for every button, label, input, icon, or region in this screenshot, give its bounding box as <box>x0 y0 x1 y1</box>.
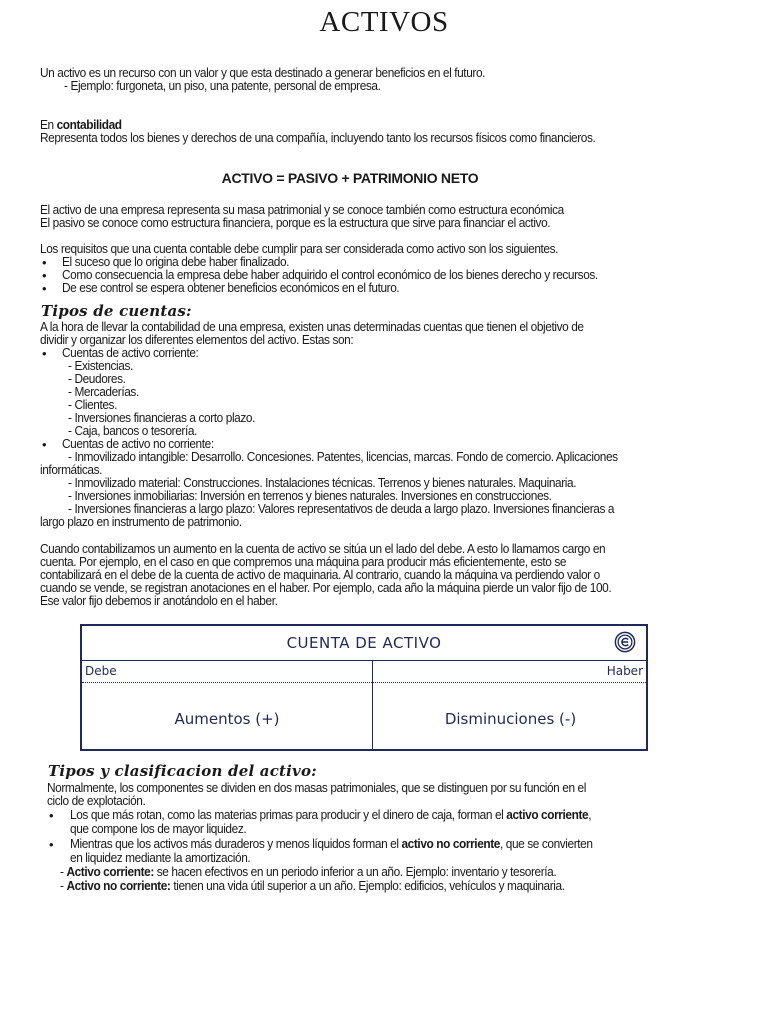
corriente-label: Cuentas de activo corriente: <box>62 345 199 360</box>
clasificacion-intro-2: ciclo de explotación. <box>47 793 146 808</box>
d1-rest: se hacen efectivos en un periodo inferior a un año. Ejemplo: inventario y tesorería. <box>153 864 557 879</box>
corriente-item: - Caja, bancos o tesorería. <box>68 423 197 438</box>
no-corriente-item: - Inversiones inmobiliarias: Inversión en terrenos y bienes naturales. Inversiones en construcciones. <box>68 488 552 503</box>
disminuciones-label: Disminuciones (-) <box>444 710 577 728</box>
b2-bold: activo no corriente <box>401 836 500 851</box>
activo-no-corriente-def <box>60 879 565 892</box>
section-heading-clasificacion: Tipos y clasificacion del activo: <box>48 762 317 780</box>
bullet-icon: • <box>42 281 47 296</box>
clasificacion-bullet-1-cont: que compone los de mayor liquidez. <box>70 821 247 836</box>
clasificacion-bullet-2 <box>70 837 593 850</box>
b2-text: Mientras que los activos más duraderos y menos líquidos forman el <box>70 836 402 851</box>
t-account-diagram <box>80 624 648 751</box>
debe-label: Debe <box>85 664 117 678</box>
clasificacion-bullet-2-cont: en liquidez mediante la amortización. <box>70 850 251 865</box>
b1-post: , <box>588 807 592 822</box>
account-labels-row <box>82 660 646 683</box>
bullet-icon: • <box>49 808 54 823</box>
contabilizar-line: Ese valor fijo debemos ir anotándolo en el haber. <box>40 593 278 608</box>
corriente-item: - Existencias. <box>68 358 133 373</box>
d2-bold: Activo no corriente: <box>66 878 171 893</box>
page-title: ACTIVOS <box>319 6 449 38</box>
intro-line: Un activo es un recurso con un valor y que esta destinado a generar beneficios en el futuro. <box>40 65 486 80</box>
clasificacion-bullet-1 <box>70 808 591 821</box>
accounting-equation: ACTIVO = PASIVO + PATRIMONIO NETO <box>221 170 479 186</box>
contabilizar-line: cuenta. Por ejemplo, en el caso en que compremos una máquina para producir más eficientemente, esto se <box>40 554 567 569</box>
corriente-item: - Clientes. <box>68 397 117 412</box>
structure-line-2: El pasivo se conoce como estructura financiera, porque es la estructura que sirve para financiar el activo. <box>40 215 551 230</box>
requisitos-intro: Los requisitos que una cuenta contable debe cumplir para ser considerada como activo son los siguientes. <box>40 241 559 256</box>
d1-bold: Activo corriente: <box>66 864 154 879</box>
corriente-item: - Inversiones financieras a corto plazo. <box>68 410 255 425</box>
contabilidad-bold: contabilidad <box>56 117 122 132</box>
activo-corriente-def <box>60 865 556 878</box>
requisito-item: El suceso que lo origina debe haber finalizado. <box>62 254 290 269</box>
bullet-icon: • <box>49 837 54 852</box>
structure-line-1: El activo de una empresa representa su masa patrimonial y se conoce también como estructura económica <box>40 202 564 217</box>
b1-bold: activo corriente <box>506 807 589 822</box>
no-corriente-item: - Inmovilizado intangible: Desarrollo. Concesiones. Patentes, licencias, marcas. Fondo de comercio. Aplicaciones <box>68 449 618 464</box>
bullet-icon: • <box>42 346 47 361</box>
clasificacion-intro-1: Normalmente, los componentes se dividen en dos masas patrimoniales, que se distinguen por su función en el <box>47 780 586 795</box>
no-corriente-label: Cuentas de activo no corriente: <box>62 436 214 451</box>
contabilidad-prefix: En <box>40 117 57 132</box>
haber-label: Haber <box>606 664 643 678</box>
b2-post: , que se convierten <box>499 836 593 851</box>
intro-example: - Ejemplo: furgoneta, un piso, una patente, personal de empresa. <box>64 78 381 93</box>
b1-text: Los que más rotan, como las materias primas para producir y el dinero de caja, forman el <box>70 807 507 822</box>
bullet-icon: • <box>42 268 47 283</box>
aumentos-label: Aumentos (+) <box>174 710 280 728</box>
tipos-intro-1: A la hora de llevar la contabilidad de una empresa, existen unas determinadas cuentas que tienen el objetivo de <box>40 319 584 334</box>
requisito-item: Como consecuencia la empresa debe haber adquirido el control económico de los bienes derecho y recursos. <box>62 267 598 282</box>
requisito-item: De ese control se espera obtener beneficios económicos en el futuro. <box>62 280 400 295</box>
corriente-item: - Deudores. <box>68 371 126 386</box>
d2-dash: - <box>60 878 67 893</box>
contabilizar-line: cuando se vende, se registran anotaciones en el haber. Por ejemplo, cada año la máquina pierde un valor fijo de 100. <box>40 580 612 595</box>
contabilidad-line: Representa todos los bienes y derechos de una compañía, incluyendo tanto los recursos físicos como financieros. <box>40 130 596 145</box>
no-corriente-item: - Inversiones financieras a largo plazo: Valores representativos de deuda a largo plazo. Inversiones financieras a <box>68 501 615 516</box>
circle-e-logo-icon <box>614 631 636 653</box>
d2-rest: tienen una vida útil superior a un año. Ejemplo: edificios, vehículos y maquinaria. <box>170 878 565 893</box>
no-corriente-item: informáticas. <box>40 462 103 477</box>
bullet-icon: • <box>42 437 47 452</box>
corriente-item: - Mercaderías. <box>68 384 139 399</box>
section-heading-tipos-cuentas: Tipos de cuentas: <box>41 302 192 320</box>
tipos-intro-2: dividir y organizar los diferentes elementos del activo. Estas son: <box>40 332 354 347</box>
contabilizar-line: Cuando contabilizamos un aumento en la cuenta de activo se sitúa un el lado del debe. A esto lo llamamos cargo en <box>40 541 606 556</box>
bullet-icon: • <box>42 255 47 270</box>
account-header <box>82 626 646 661</box>
account-divider <box>372 660 373 751</box>
d1-dash: - <box>60 864 67 879</box>
contabilizar-line: contabilizará en el debe de la cuenta de activo de maquinaria. Al contrario, cuando la máquina va perdiendo valor o <box>40 567 600 582</box>
no-corriente-item: - Inmovilizado material: Construcciones. Instalaciones técnicas. Terrenos y bienes naturales. Maquinaria. <box>68 475 577 490</box>
account-title: CUENTA DE ACTIVO <box>286 634 442 652</box>
no-corriente-item: largo plazo en instrumento de patrimonio. <box>40 514 242 529</box>
